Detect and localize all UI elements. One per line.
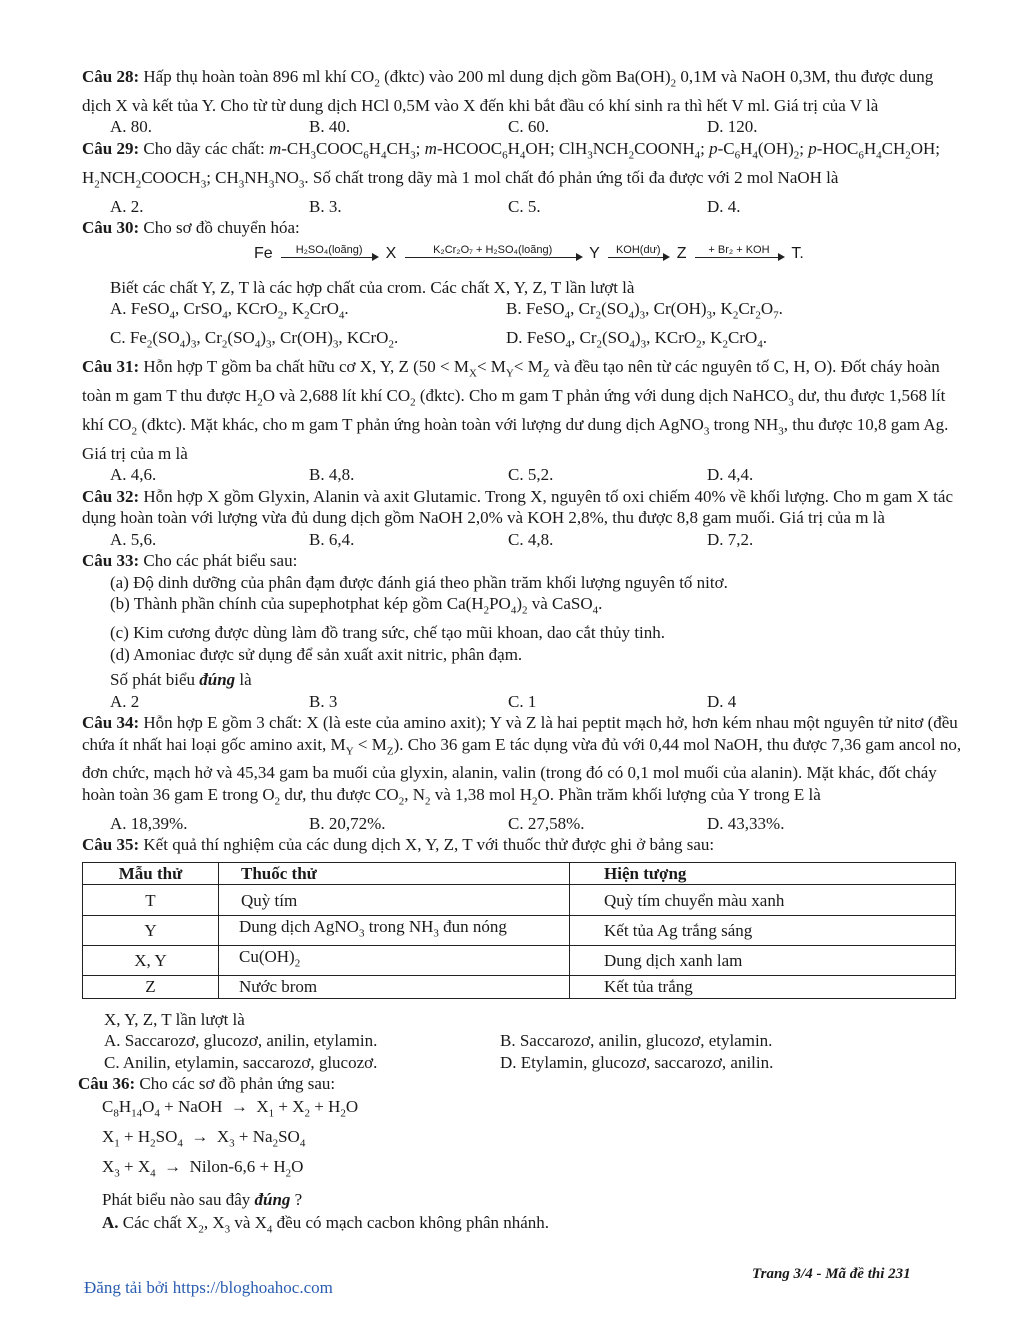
question-text: Hỗn hợp E gồm 3 chất: X (là este của amino axit); Y và Z là hai peptit mạch hở, hơn kém nhau một nguyên tử nitơ (đều chứa ít nhất hai loại gốc amino axit, $M_Y < M_Z$). Cho 36 gam E tác dụng vừa đủ với 0,44 mol NaOH, thu được 7,36 gam ancol no, đơn chức, mạch hở và 45,34 gam ba muối của glyxin, alanin, valin (trong đó có 0,1 mol muối của alanin). Mặt khác, đốt cháy hoàn toàn 36 gam E trong $O_2$ dư, thu được $CO_2$, $N_2$ và 1,38 mol $H_2O$. Phần trăm khối lượng của Y trong E là xyxy=(82,713,962,808)
conversion-scheme xyxy=(254,243,962,273)
table-cell: Dung dịch AgNO$_3$ trong $NH_3$ đun nóng xyxy=(219,916,570,946)
option-c[interactable]: C. 27,58%. xyxy=(508,813,585,833)
options xyxy=(110,298,962,327)
footer-page-info: Trang 3/4 - Mã đề thi 231 xyxy=(752,1266,911,1282)
option-a[interactable]: A. 4,6. xyxy=(110,465,157,485)
table-header-row xyxy=(83,862,956,885)
table-cell: Kết tủa trắng xyxy=(570,976,956,999)
question-text: Hấp thụ hoàn toàn 896 ml khí $CO_2$ (đktc) vào 200 ml dung dịch gồm $Ba(OH)_2$ 0,1M và NaOH 0,3M, thu được dung dịch X và kết tủa Y. Cho từ từ dung dịch HCl 0,5M vào X đến khi bắt đầu có khí sinh ra thì hết V ml. Giá trị của V là xyxy=(82,67,934,115)
question-label: Câu 36: xyxy=(78,1074,136,1094)
question-label: Câu 31: xyxy=(82,356,140,376)
option-b[interactable]: B. 3 xyxy=(309,691,338,711)
reaction-arrow: H₂SO₄(loãng) xyxy=(281,244,377,264)
option-a[interactable]: A. 18,39%. xyxy=(110,813,188,833)
question-text: Hỗn hợp T gồm ba chất hữu cơ X, Y, Z ($50 < M_X< M_Y< M_Z$ và đều tạo nên từ các nguyên tố C, H, O). Đốt cháy hoàn toàn m gam T thu được $H_2O$ và 2,688 lít khí $CO_2$ (đktc). Cho m gam T phản ứng với dung dịch NaHCO$_3$ dư, thu được 1,568 lít khí $CO_2$ (đktc). Mặt khác, cho m gam T phản ứng hoàn toàn với lượng dư dung dịch AgNO$_3$ trong $NH_3$, thu được 10,8 gam Ag. Giá trị của m là xyxy=(82,356,949,463)
option-a[interactable]: A. Các chất $X_2$, $X_3$ và $X_4$ đều có mạch cacbon không phân nhánh. xyxy=(102,1212,550,1236)
question-text: Cho các sơ đồ phản ứng sau: xyxy=(139,1074,336,1094)
option-a[interactable]: A. 80. xyxy=(110,117,153,137)
reaction-arrow: + Br₂ + KOH xyxy=(695,244,783,264)
question-30 xyxy=(82,217,962,356)
table-row xyxy=(83,946,956,976)
question-31 xyxy=(82,356,962,486)
option-b[interactable]: B. Saccarozơ, anilin, glucozơ, etylamin. xyxy=(500,1031,773,1051)
option-b[interactable]: B. FeSO$_4$, $Cr_2(SO_4)_3$, $Cr(OH)_3$, $K_2Cr_2O_7$. xyxy=(506,299,783,322)
option-a[interactable]: A. 2. xyxy=(110,196,144,216)
question-label: Câu 33: xyxy=(82,551,140,571)
reaction-3: $X_3 + X_4$ → Nilon-6,6 + $H_2O$ xyxy=(102,1157,304,1180)
reaction-arrow: KOH(dư) xyxy=(608,244,668,264)
option-d[interactable]: D. 43,33%. xyxy=(707,813,785,833)
options xyxy=(110,464,962,486)
table-row xyxy=(83,976,956,999)
option-d[interactable]: D. 4. xyxy=(707,196,741,216)
question-label: Câu 29: xyxy=(82,138,140,158)
option-b[interactable]: B. 40. xyxy=(309,117,351,137)
question-text: Kết quả thí nghiệm của các dung dịch X, Y, Z, T với thuốc thử được ghi ở bảng sau: xyxy=(143,835,715,855)
column-header: Thuốc thử xyxy=(219,862,570,885)
options xyxy=(104,1030,962,1052)
question-label: Câu 32: xyxy=(82,486,140,506)
question-text: Cho dãy các chất: $m-CH_3COOC_6H_4CH_3$; $m-HCOOC_6H_4OH$; $ClH_3NCH_2COONH_4$; $p-C_6H_4(OH)_2$; $p-HOC_6H_4CH_2OH$; $H_2NCH_2COOCH_3$; $CH_3NH_3NO_3$. Số chất trong dãy mà 1 mol chất đó phản ứng tối đa được với 2 mol NaOH là xyxy=(82,138,941,191)
option-c[interactable]: C. 1 xyxy=(508,691,537,711)
statement-a: (a) Độ dinh dưỡng của phân đạm được đánh giá theo phần trăm khối lượng nguyên tố nitơ. xyxy=(110,572,728,592)
option-c[interactable]: C. 5,2. xyxy=(508,465,554,485)
question-32 xyxy=(82,486,962,551)
exam-page xyxy=(78,66,962,1240)
results-table xyxy=(82,862,956,999)
options xyxy=(110,691,962,713)
table-cell: Z xyxy=(83,976,219,999)
question-label: Câu 28: xyxy=(82,67,140,86)
option-d[interactable]: D. FeSO$_4$, $Cr_2(SO_4)_3$, KCrO$_2$, $K_2CrO_4$. xyxy=(506,328,767,351)
option-b[interactable]: B. 20,72%. xyxy=(309,813,386,833)
question-label: Câu 30: xyxy=(82,218,140,238)
reaction-1: $C_8H_{14}O_4$ + NaOH → $X_1 + X_2 + H_2O$ xyxy=(102,1096,359,1119)
table-cell: Y xyxy=(83,916,219,946)
reaction-2: $X_1 + H_2SO_4 \to X_3 + Na_2SO_4$ xyxy=(102,1126,306,1150)
question-text: Cho các phát biểu sau: xyxy=(143,551,298,571)
option-a[interactable]: A. Saccarozơ, glucozơ, anilin, etylamin. xyxy=(104,1031,378,1051)
table-row xyxy=(83,916,956,946)
footer-source-link[interactable]: Đăng tải bởi https://bloghoahoc.com xyxy=(84,1278,333,1297)
option-c[interactable]: C. 5. xyxy=(508,196,541,216)
option-d[interactable]: D. 120. xyxy=(707,117,758,137)
options xyxy=(110,116,962,138)
reaction-arrow: K₂Cr₂O₇ + H₂SO₄(loãng) xyxy=(405,244,581,264)
question-33 xyxy=(82,550,962,712)
species: Z xyxy=(676,244,687,262)
question-36 xyxy=(78,1073,962,1240)
question-29 xyxy=(82,138,962,217)
option-d[interactable]: D. 7,2. xyxy=(707,529,754,549)
option-a[interactable]: A. 5,6. xyxy=(110,529,157,549)
table-cell: Dung dịch xanh lam xyxy=(570,946,956,976)
statement-d: (d) Amoniac được sử dụng để sản xuất axit nitric, phân đạm. xyxy=(110,644,523,664)
question-ask: Số phát biểu đúng là xyxy=(110,670,252,690)
column-header: Mẫu thử xyxy=(83,862,219,885)
option-b[interactable]: B. 4,8. xyxy=(309,465,355,485)
option-c[interactable]: C. Anilin, etylamin, saccarozơ, glucozơ. xyxy=(104,1052,378,1072)
option-a[interactable]: A. 2 xyxy=(110,691,140,711)
question-label: Câu 34: xyxy=(82,713,140,733)
question-text: Hỗn hợp X gồm Glyxin, Alanin và axit Glutamic. Trong X, nguyên tố oxi chiếm 40% về khối lượng. Cho m gam X tác dụng hoàn toàn với lượng vừa đủ dung dịch gồm NaOH 2,0% và KOH 2,8%, thu được 8,8 gam muối. Giá trị của m là xyxy=(82,486,953,528)
options xyxy=(110,529,962,551)
option-b[interactable]: B. 3. xyxy=(309,196,342,216)
option-b[interactable]: B. 6,4. xyxy=(309,529,355,549)
question-35 xyxy=(82,834,962,1073)
option-c[interactable]: C. 4,8. xyxy=(508,529,554,549)
species: X xyxy=(385,244,397,262)
question-34 xyxy=(82,712,962,834)
table-cell: $Cu(OH)_2$ xyxy=(219,946,570,976)
question-followup: Biết các chất Y, Z, T là các hợp chất của crom. Các chất X, Y, Z, T lần lượt là xyxy=(110,277,635,297)
table-cell: X, Y xyxy=(83,946,219,976)
species: Y xyxy=(589,244,600,262)
statement-b: (b) Thành phần chính của supephotphat kép gồm $Ca(H_2PO_4)_2$ và CaSO$_4$. xyxy=(110,594,603,617)
question-28 xyxy=(82,66,962,138)
option-d[interactable]: D. Etylamin, glucozơ, saccarozơ, anilin. xyxy=(500,1052,774,1072)
table-cell: Nước brom xyxy=(219,976,570,999)
table-cell: Quỳ tím chuyển màu xanh xyxy=(570,885,956,916)
options xyxy=(110,813,962,835)
option-c[interactable]: C. 60. xyxy=(508,117,550,137)
options xyxy=(104,1052,962,1074)
options xyxy=(110,327,962,356)
option-d[interactable]: D. 4,4. xyxy=(707,465,754,485)
table-cell: Quỳ tím xyxy=(219,885,570,916)
question-text: Cho sơ đồ chuyển hóa: xyxy=(143,218,300,238)
table-cell: T xyxy=(83,885,219,916)
question-label: Câu 35: xyxy=(82,835,140,855)
table-cell: Kết tủa Ag trắng sáng xyxy=(570,916,956,946)
species: T. xyxy=(791,244,804,262)
question-ask: X, Y, Z, T lần lượt là xyxy=(104,1009,245,1029)
option-c[interactable]: C. $Fe_2(SO_4)_3$, $Cr_2(SO_4)_3$, $Cr(OH)_3$, KCrO$_2$. xyxy=(110,328,399,351)
species: Fe xyxy=(254,244,273,262)
options xyxy=(110,196,962,218)
column-header: Hiện tượng xyxy=(570,862,956,885)
option-d[interactable]: D. 4 xyxy=(707,691,737,711)
question-ask: Phát biểu nào sau đây đúng ? xyxy=(102,1189,303,1209)
statement-c: (c) Kim cương được dùng làm đồ trang sức, chế tạo mũi khoan, dao cắt thủy tinh. xyxy=(110,623,666,643)
table-row xyxy=(83,885,956,916)
option-a[interactable]: A. FeSO$_4$, CrSO$_4$, KCrO$_2$, $K_2CrO_4$. xyxy=(110,299,349,322)
